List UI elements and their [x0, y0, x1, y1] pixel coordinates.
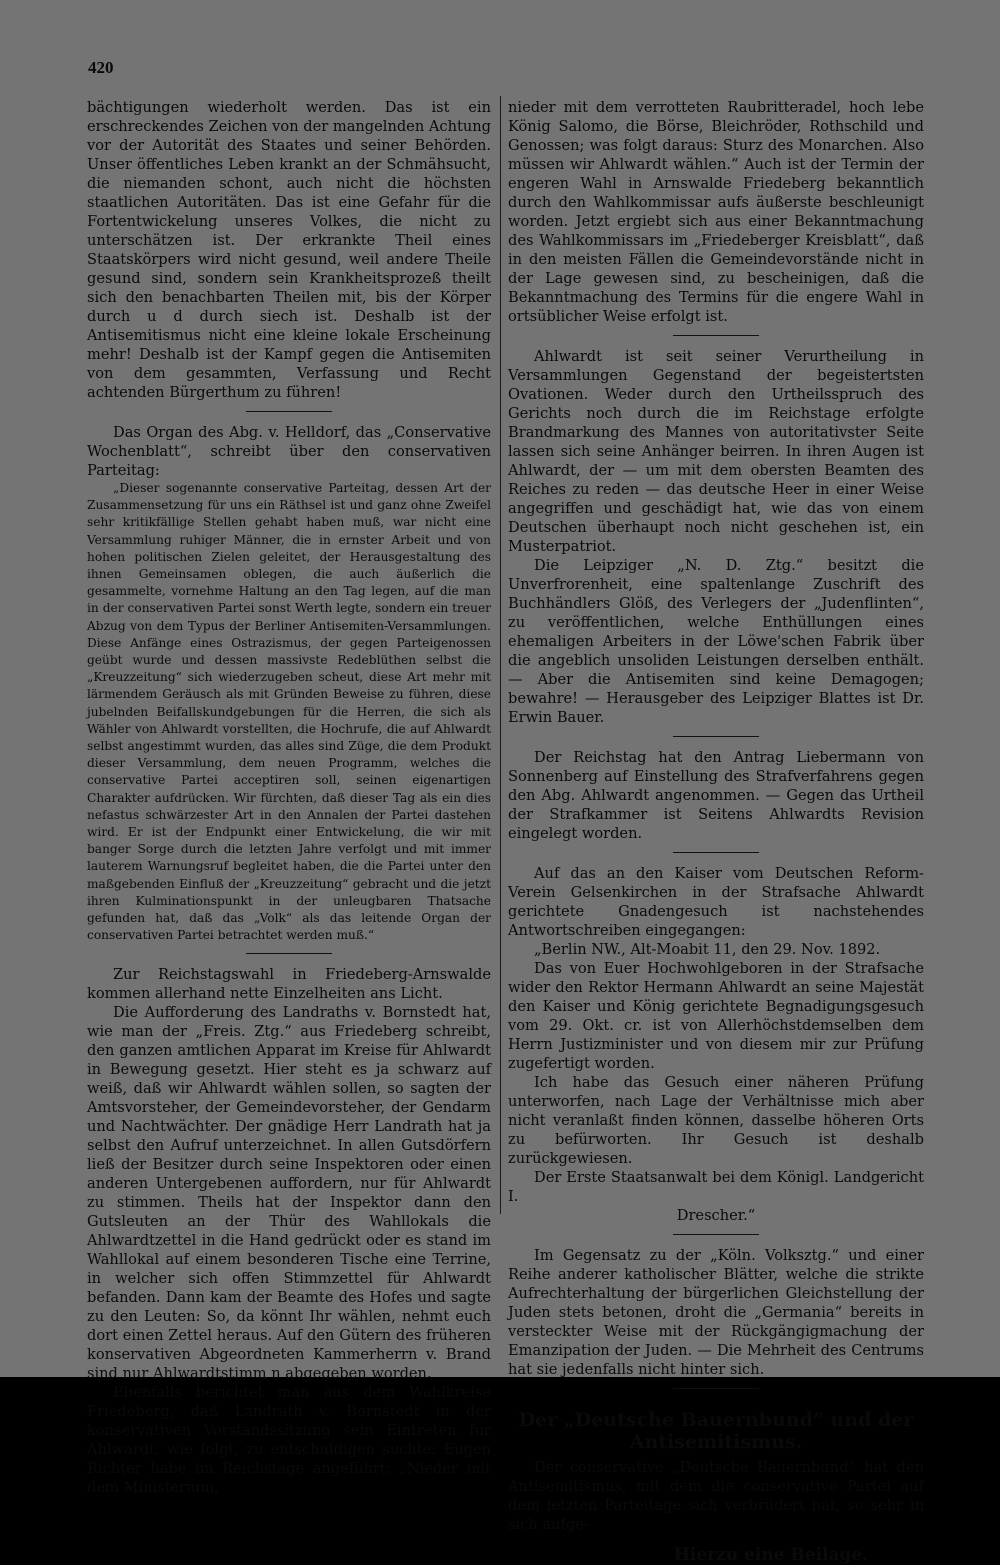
separator-rule — [673, 736, 759, 737]
paragraph: Ahlwardt ist seit seiner Verurtheilung in Versammlungen Gegenstand der begeistertsten Ovationen. Weder durch den Urtheilsspruch des Gerichts noch durch die im Reichstage erfolgte Brandmarkung des Mannes von autoritativster Seite lassen sich seine Anhänger beirren. In ihren Augen ist Ahlwardt, der — um mit dem obersten Beamten des Reiches zu reden — das deutsche Heer in einer Weise angegriffen und geschädigt hat, wie das von einem Deutschen überhaupt noch nicht geschehen ist, ein Musterpatriot. — [508, 348, 924, 555]
separator-rule — [246, 953, 332, 954]
left-column — [87, 98, 491, 1497]
letter-signature-title: Der Erste Staatsanwalt bei dem Königl. Landgericht I. — [508, 1169, 924, 1205]
column-divider — [500, 96, 501, 1214]
page-number: 420 — [88, 58, 114, 77]
paragraph: Das von Euer Hochwohlgeboren in der Strafsache wider den Rektor Hermann Ahlwardt an seine Majestät den Kaiser und König gerichtete Begnadigungsgesuch vom 29. Okt. cr. ist von Allerhöchstdemselben dem Herrn Justizminister und von diesem mir zur Prüfung zugefertigt worden. — [508, 960, 924, 1072]
paragraph: Das Organ des Abg. v. Helldorf, das „Conservative Wochenblatt“, schreibt über den conservativen Parteitag: — [87, 424, 491, 479]
paragraph: Die Leipziger „N. D. Ztg.“ besitzt die Unverfrorenheit, eine spaltenlange Zuschrift des Buchhändlers Glöß, des Verlegers der „Judenflinten“, zu veröffentlichen, welche Enthüllungen eines ehemaligen Arbeiters in der Löwe'schen Fabrik über die angeblich unsoliden Leistungen derselben enthält. — Aber die Antisemiten sind keine Demagogen; bewahre! — Herausgeber des Leipziger Blattes ist Dr. Erwin Bauer. — [508, 557, 924, 726]
right-column — [508, 98, 924, 1565]
paragraph: Zur Reichstagswahl in Friedeberg-Arnswalde kommen allerhand nette Einzelheiten ans Licht. — [87, 966, 491, 1003]
block-quote: „Dieser sogenannte conservative Parteitag, dessen Art der Zusammensetzung für uns ein Räthsel ist und ganz ohne Zweifel sehr kritikfällige Stellen gehabt haben muß, war nicht eine Versammlung ruhiger Männer, die in ernster Arbeit und von hohen politischen Zielen geleitet, der Herausgestaltung des ihnen Gemeinsamen oblegen, die auch äußerlich die gesammelte, vornehme Haltung an den Tag legen, auf die man in der conservativen Partei sonst Werth legte, sondern ein treuer Abzug von dem Typus der Berliner Antisemiten-Versammlungen. Diese Anfänge eines Ostrazismus, der gegen Parteigenossen geübt wurde und dessen massivste Redeblüthen selbst die „Kreuzzeitung“ sich wiederzugeben scheut, diese Art mehr mit lärmendem Geräusch als mit Gründen Beweise zu führen, diese jubelnden Beifallskundgebungen für die Herren, die sich als Wähler von Ahlwardt vorstellten, die Hochrufe, die auf Ahlwardt selbst angestimmt wurden, das alles sind Züge, die dem Produkt dieser Versammlung, dem neuen Programm, welches die conservative Partei acceptiren soll, seinen eigenartigen Charakter aufdrücken. Wir fürchten, daß dieser Tag als ein dies nefastus schwärzester Art in den Annalen der Partei dastehen wird. Er ist der Endpunkt einer Entwickelung, die wir mit banger Sorge durch die letzten Jahre verfolgt und mit immer lauterem Warnungsruf begleitet haben, die die Partei unter den maßgebenden Einfluß der „Kreuzzeitung“ gebracht und die jetzt ihren Kulminationspunkt in der unleugbaren Thatsache gefunden hat, daß das „Volk“ als das leitende Organ der conservativen Partei betrachtet werden muß.“ — [87, 481, 491, 943]
paragraph: Auf das an den Kaiser vom Deutschen Reform-Verein Gelsenkirchen in der Strafsache Ahlwardt gerichtete Gnadengesuch ist nachstehendes Antwortschreiben eingegangen: — [508, 865, 924, 939]
paragraph: Die Aufforderung des Landraths v. Bornstedt hat, wie man der „Freis. Ztg.“ aus Friedeberg schreibt, den ganzen amtlichen Apparat im Kreise für Ahlwardt in Bewegung gesetzt. Hier steht es ja schwarz auf weiß, daß wir Ahlwardt wählen sollen, so sagten der Amtsvorsteher, der Gemeindevorsteher, der Gendarm und Nachtwächter. Der gnädige Herr Landrath hat ja selbst den Aufruf unterzeichnet. In allen Gutsdörfern ließ der Besitzer durch seine Inspektoren oder einen anderen Untergebenen auffordern, nur für Ahlwardt zu stimmen. Theils hat der Inspektor dann den Gutsleuten an der Thür des Wahllokals die Ahlwardtzettel in die Hand gedrückt oder es stand im Wahllokal auf einem besonderen Tische eine Terrine, in welcher sich offen Stimmzettel für Ahlwardt befanden. Dann kam der Beamte des Hofes und sagte zu den Leuten: So, da könnt Ihr wählen, nehmt euch dort einen Zettel heraus. Auf den Gütern des früheren konservativen Abgeordneten Kammerherrn v. Brand sind nur Ahlwardtstimm n abgegeben worden. — [87, 1004, 491, 1383]
separator-rule — [673, 1388, 759, 1389]
paragraph: bächtigungen wiederholt werden. Das ist ein erschreckendes Zeichen von der mangelnden Achtung vor der Autorität des Staates und seiner Behörden. Unser öffentliches Leben krankt an der Schmähsucht, die niemanden schont, auch nicht die höchsten staatlichen Autoritäten. Das ist eine Gefahr für die Fortentwickelung unseres Volkes, die nicht zu unterschätzen ist. Der erkrankte Theil eines Staatskörpers wird nicht gesund, weil andere Theile gesund sind, sondern sein Krankheitsprozeß theilt sich den benachbarten Theilen mit, bis der Körper durch u d durch siech ist. Deshalb ist der Antisemitismus nicht eine kleine lokale Erscheinung mehr! Deshalb ist der Kampf gegen die Antisemiten von dem gesammten, Verfassung und Recht achtenden Bürgerthum zu führen! — [87, 99, 491, 401]
paragraph: Ich habe das Gesuch einer näheren Prüfung unterworfen, nach Lage der Verhältnisse mich aber nicht veranlaßt finden können, dasselbe höheren Orts zu befürworten. Ihr Gesuch ist deshalb zurückgewiesen. — [508, 1074, 924, 1167]
paragraph: Ebenfalls berichtet man aus dem Wahlkreise Friedeberg, daß Landrath v. Bornstedt in der konservativen Vorstandssitzung sein Eintreten für Ahlwardt, wie folgt, zu entschuldigen suchte: Eugen Richter habe im Reichstage angeführt: „Nieder mit dem Ministerium, — [87, 1384, 491, 1497]
paragraph: nieder mit dem verrotteten Raubritteradel, hoch lebe König Salomo, die Börse, Bleichröder, Rothschild und Genossen; was folgt daraus: Sturz des Monarchen. Also müssen wir Ahlwardt wählen.“ Auch ist der Termin der engeren Wahl in Arnswalde Friedeberg bekanntlich durch den Wahlkommissar aufs äußerste beschleunigt worden. Jetzt ergiebt sich aus einer Bekanntmachung des Wahlkommissars im „Friedeberger Kreisblatt“, daß in den meisten Fällen die Gemeindevorstände nicht in der Lage gewesen sind, zu bescheinigen, daß die Bekanntmachung des Termins für die engere Wahl in ortsüblicher Weise erfolgt ist. — [508, 99, 924, 325]
separator-rule — [673, 852, 759, 853]
separator-rule — [673, 335, 759, 336]
paragraph: Der Reichstag hat den Antrag Liebermann von Sonnenberg auf Einstellung des Strafverfahrens gegen den Abg. Ahlwardt angenommen. — Gegen das Urtheil der Strafkammer ist Seitens Ahlwardts Revision eingelegt worden. — [508, 749, 924, 842]
paragraph: Der conservative „Deutsche Bauernbund“ hat den Antisemitismus, mit dem die conservative Partei auf dem letzten Parteitage sich verbrüdert hat, so sehr in sich aufge- — [508, 1459, 924, 1533]
separator-rule — [246, 411, 332, 412]
supplement-notice: Hierzu eine Beilage. — [673, 1545, 869, 1565]
section-heading: Der „Deutsche Bauernbund“ und der Antisemitismus. — [518, 1409, 914, 1453]
paragraph: Im Gegensatz zu der „Köln. Volksztg.“ und einer Reihe anderer katholischer Blätter, welche die strikte Aufrechterhaltung der bürgerlichen Gleichstellung der Juden stets betonen, droht die „Germania“ bereits in versteckter Weise mit der Rückgängigmachung der Emanzipation der Juden. — Die Mehrheit des Centrums hat sie jedenfalls nicht hinter sich. — [508, 1247, 924, 1378]
letter-signature-name: Drescher.“ — [676, 1207, 756, 1224]
separator-rule — [673, 1234, 759, 1235]
letter-dateline: „Berlin NW., Alt-Moabit 11, den 29. Nov. 1892. — [534, 941, 881, 958]
